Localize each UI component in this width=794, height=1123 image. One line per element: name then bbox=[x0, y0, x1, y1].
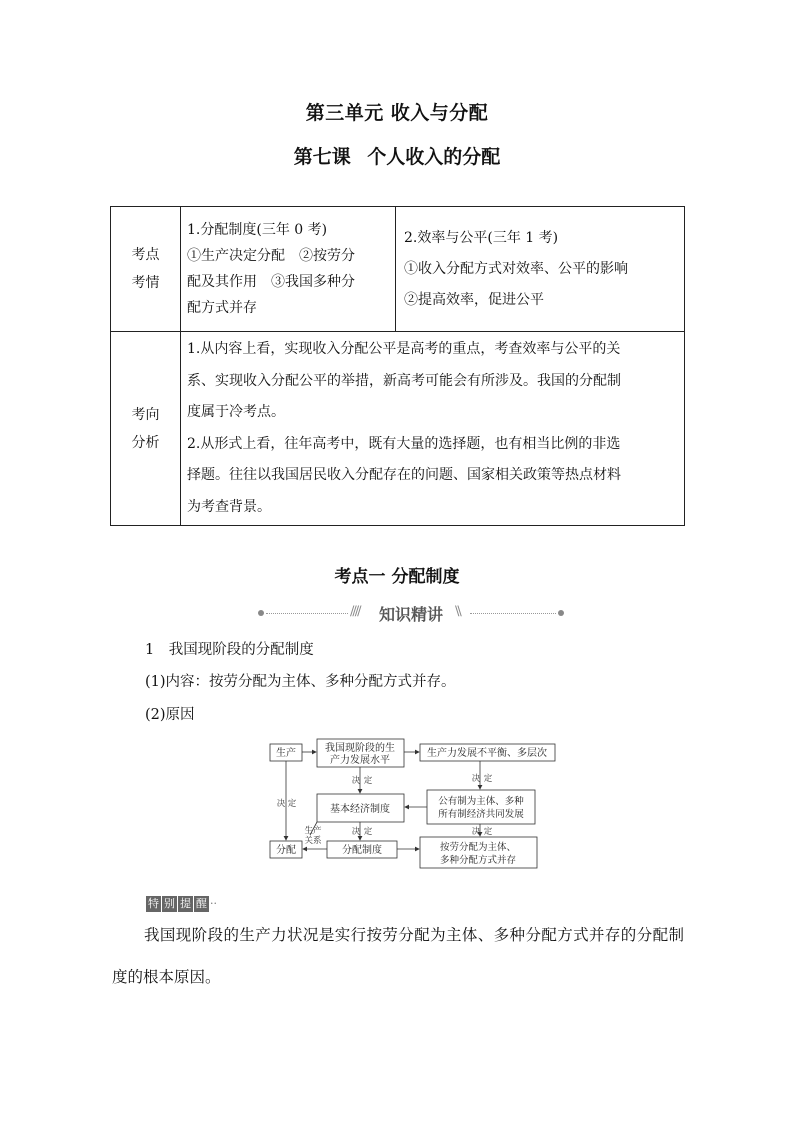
badge-char: 别 bbox=[164, 897, 175, 910]
decide-label: 定 bbox=[483, 774, 493, 784]
note-paragraph: 我国现阶段的生产力状况是实行按劳分配为主体、多种分配方式并存的分配制度的根本原因。 bbox=[112, 926, 684, 986]
special-note-badge bbox=[146, 892, 217, 908]
diagram-basic-text: 基本经济制度 bbox=[330, 804, 390, 815]
item-1: 1 我国现阶段的分配制度 bbox=[145, 642, 314, 658]
diagram-production-text: 生产 bbox=[276, 748, 296, 759]
banner-text: 知识精讲 bbox=[378, 605, 443, 624]
unit-title: 第三单元 收入与分配 bbox=[305, 102, 489, 124]
section-title: 考点一 分配制度 bbox=[334, 567, 460, 587]
item-1-2: (2)原因 bbox=[145, 707, 195, 723]
cell-line: 系、实现收入分配公平的举措，新高考可能会有所涉及。我国的分配制 bbox=[187, 372, 621, 389]
decide-label: 定 bbox=[363, 827, 373, 837]
relation-label: 关系 bbox=[304, 836, 322, 846]
row1-label-line: 考点 bbox=[131, 247, 160, 263]
cell-line: ①收入分配方式对效率、公平的影响 bbox=[404, 260, 628, 277]
cell-line: 度属于冷考点。 bbox=[187, 404, 285, 420]
decide-label: 定 bbox=[483, 827, 493, 837]
banner-line bbox=[470, 613, 556, 614]
diagram-level-text: 产力发展水平 bbox=[330, 755, 390, 766]
row2-label bbox=[111, 332, 181, 526]
banner-dot bbox=[558, 610, 564, 616]
topic-efficiency-cell bbox=[396, 207, 685, 332]
cell-line: 配方式并存 bbox=[187, 300, 257, 316]
diagram-level-text: 我国现阶段的生 bbox=[325, 743, 395, 754]
banner-slash-icon: //// bbox=[350, 604, 360, 619]
lesson-title: 第七课 个人收入的分配 bbox=[293, 146, 501, 168]
badge-char: 特 bbox=[148, 897, 159, 910]
row2-label-line: 考向 bbox=[131, 406, 160, 423]
cell-line: ②提高效率，促进公平 bbox=[404, 291, 544, 308]
item-1-1: (1)内容：按劳分配为主体、多种分配方式并存。 bbox=[145, 674, 456, 690]
decide-label: 决 bbox=[351, 827, 361, 837]
cell-line: 2.效率与公平(三年 1 考) bbox=[404, 229, 559, 246]
decide-label: 定 bbox=[287, 799, 297, 809]
diagram-ownership-text: 所有制经济共同发展 bbox=[438, 809, 524, 820]
decide-label: 决 bbox=[471, 774, 481, 784]
diagram-ownership-text: 公有制为主体、多种 bbox=[438, 796, 524, 807]
decide-label: 决 bbox=[471, 827, 481, 837]
distribution-cause-diagram bbox=[265, 735, 565, 875]
badge-dots: ·· bbox=[210, 897, 217, 910]
diagram-distribution-text: 分配 bbox=[276, 845, 296, 856]
cell-line: 1.从内容上看，实现收入分配公平是高考的重点，考查效率与公平的关 bbox=[187, 341, 621, 357]
diagram-result-text: 多种分配方式并存 bbox=[439, 855, 517, 866]
analysis-cell bbox=[181, 332, 685, 526]
cell-line: 择题。往往以我国居民收入分配存在的问题、国家相关政策等热点材料 bbox=[187, 467, 621, 483]
topic-distribution-cell bbox=[181, 207, 396, 332]
decide-label: 定 bbox=[363, 776, 373, 786]
decide-label: 决 bbox=[276, 799, 286, 809]
knowledge-banner bbox=[258, 600, 564, 626]
cell-line: 2.从形式上看，往年高考中，既有大量的选择题，也有相当比例的非选 bbox=[187, 435, 621, 452]
diagram-unbalanced-text: 生产力发展不平衡、多层次 bbox=[427, 748, 547, 759]
decide-label: 决 bbox=[351, 776, 361, 786]
diagram-distribution-system-text: 分配制度 bbox=[342, 845, 382, 856]
row2-label-line: 分析 bbox=[131, 434, 160, 451]
badge-char: 醒 bbox=[196, 897, 207, 910]
row1-label-line: 考情 bbox=[131, 275, 160, 291]
exam-info-table bbox=[110, 206, 685, 526]
row1-label bbox=[111, 207, 181, 332]
cell-line: ①生产决定分配 ②按劳分 bbox=[187, 248, 355, 264]
banner-slash-icon: \\ bbox=[455, 604, 460, 619]
relation-label: 生产 bbox=[304, 826, 322, 836]
cell-line: 配及其作用 ③我国多种分 bbox=[187, 274, 355, 290]
diagram-result-text: 按劳分配为主体、 bbox=[439, 842, 517, 853]
cell-line: 为考查背景。 bbox=[187, 498, 271, 515]
cell-line: 1.分配制度(三年 0 考) bbox=[187, 222, 328, 238]
badge-char: 提 bbox=[180, 897, 191, 910]
